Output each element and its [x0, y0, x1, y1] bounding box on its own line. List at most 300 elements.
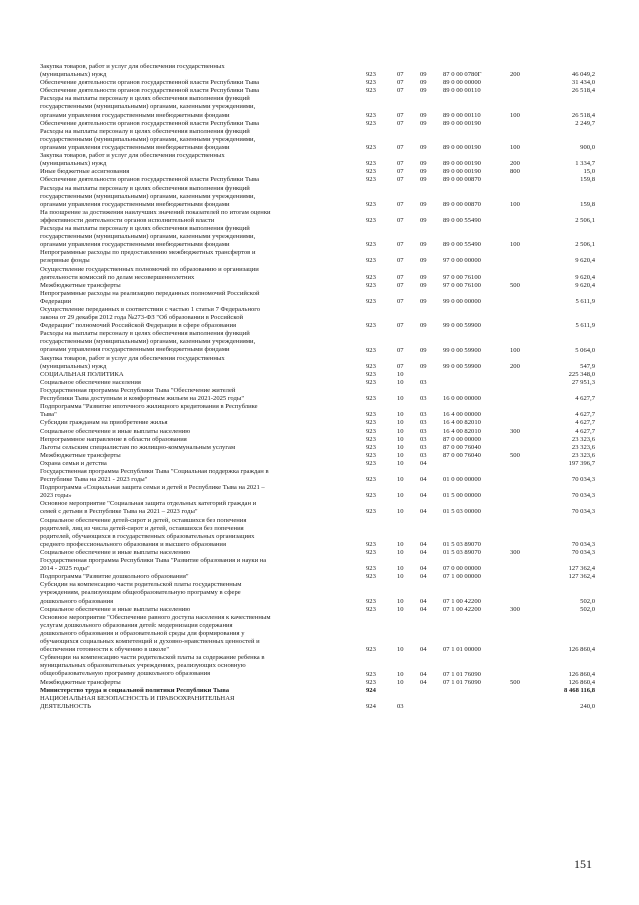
amount: 2 506,1	[575, 216, 595, 224]
row-name-line: государственными (муниципальными) органами, казенными учреждениями,	[40, 192, 256, 200]
table-row	[40, 460, 595, 468]
row-name-line: Расходы на выплаты персоналу в целях обеспечения выполнения функций	[40, 95, 250, 103]
table-row	[40, 209, 595, 225]
code-subsection: 09	[420, 273, 427, 281]
row-name-line: Подпрограмма "Развитие ипотечного жилищного кредитования в Республике	[40, 403, 258, 411]
row-name-line: Непрограммные расходы по предоставлению межбюджетных трансфертов и	[40, 249, 256, 257]
row-name-line: Межбюджетные трансферты	[40, 451, 121, 459]
row-name-line: Межбюджетные трансферты	[40, 281, 121, 289]
amount: 5 611,9	[575, 297, 595, 305]
code-subsection: 04	[420, 605, 427, 613]
row-name	[40, 379, 363, 387]
code-chief-admin: 923	[366, 362, 376, 370]
amount: 26 518,4	[571, 111, 595, 119]
code-chief-admin: 923	[366, 459, 376, 467]
row-name-line: органами управления государственными внебюджетными фондами	[40, 111, 230, 119]
table-row	[40, 403, 595, 419]
code-section: 10	[397, 459, 404, 467]
code-chief-admin: 923	[366, 216, 376, 224]
amount: 8 468 116,8	[564, 686, 595, 694]
code-target-article: 07 0 00 00000	[443, 565, 481, 573]
code-chief-admin: 923	[366, 395, 376, 403]
row-name-line: государственными (муниципальными) органами, казенными учреждениями,	[40, 103, 256, 111]
amount: 15,0	[583, 168, 595, 176]
row-name	[40, 549, 363, 557]
table-row	[40, 63, 595, 79]
amount: 23 323,6	[571, 443, 595, 451]
code-target-article: 89 0 00 00000	[443, 79, 481, 87]
code-subsection: 03	[420, 419, 427, 427]
amount: 9 620,4	[575, 257, 595, 265]
row-name-line: Расходы на выплаты персоналу в целях обеспечения выполнения функций	[40, 225, 250, 232]
code-target-article: 89 0 00 00190	[443, 144, 481, 151]
code-chief-admin: 923	[366, 378, 376, 386]
code-section: 07	[397, 346, 404, 354]
code-chief-admin: 923	[366, 79, 376, 87]
code-section: 07	[397, 297, 404, 305]
row-name-line: услугам дошкольного образования детей: модернизация содержания	[40, 621, 233, 629]
amount: 126 860,4	[568, 678, 595, 686]
code-target-article: 01 5 03 89070	[443, 549, 481, 556]
code-expense-type: 500	[510, 281, 520, 289]
row-name-line: государственными (муниципальными) органами, казенными учреждениями,	[40, 338, 256, 346]
code-subsection: 09	[420, 362, 427, 370]
code-target-article: 07 1 01 76090	[443, 678, 481, 686]
code-section: 03	[397, 702, 404, 710]
code-subsection: 04	[420, 549, 427, 556]
table-row	[40, 355, 595, 371]
row-name	[40, 444, 363, 452]
code-chief-admin: 923	[366, 160, 376, 168]
row-name-line: ДЕЯТЕЛЬНОСТЬ	[40, 702, 91, 710]
row-name-line: Тыва"	[40, 411, 57, 419]
code-section: 10	[397, 549, 404, 556]
amount: 502,0	[580, 605, 595, 613]
code-section: 10	[397, 508, 404, 516]
code-chief-admin: 923	[366, 451, 376, 459]
row-name	[40, 679, 363, 687]
row-name	[40, 500, 363, 516]
code-subsection: 04	[420, 508, 427, 516]
amount: 9 620,4	[575, 273, 595, 281]
code-section: 07	[397, 257, 404, 265]
code-section: 10	[397, 443, 404, 451]
code-expense-type: 100	[510, 241, 520, 249]
code-subsection: 09	[420, 160, 427, 168]
row-name-line: закона от 29 декабря 2012 года №273-ФЗ "Об образовании в Российской	[40, 314, 244, 322]
row-name-line: обучающихся социальных компетенций и духовно-нравственных ценностей и	[40, 638, 260, 646]
code-subsection: 04	[420, 573, 427, 581]
code-section: 10	[397, 670, 404, 678]
row-name-line: учреждениям, реализующим общеобразовательную программу в сфере	[40, 589, 241, 597]
table-row	[40, 606, 595, 614]
code-section: 10	[397, 411, 404, 419]
code-chief-admin: 923	[366, 241, 376, 249]
row-name	[40, 95, 363, 119]
row-name	[40, 419, 363, 427]
code-subsection: 03	[420, 427, 427, 435]
row-name	[40, 695, 363, 711]
code-section: 10	[397, 378, 404, 386]
row-name-line: Расходы на выплаты персоналу в целях обеспечения выполнения функций	[40, 184, 250, 192]
table-row	[40, 695, 595, 711]
amount: 4 627,7	[575, 411, 595, 419]
code-subsection: 09	[420, 297, 427, 305]
table-row	[40, 614, 595, 655]
code-subsection: 09	[420, 200, 427, 208]
code-target-article: 99 0 00 00000	[443, 297, 481, 305]
code-chief-admin: 923	[366, 597, 376, 605]
table-row	[40, 225, 595, 249]
row-name	[40, 484, 363, 500]
code-subsection: 09	[420, 71, 427, 79]
amount: 2 249,7	[575, 119, 595, 127]
row-name	[40, 654, 363, 678]
table-row	[40, 379, 595, 387]
amount: 70 034,3	[571, 508, 595, 516]
amount: 23 323,6	[571, 435, 595, 443]
code-chief-admin: 923	[366, 508, 376, 516]
table-row	[40, 290, 595, 306]
code-expense-type: 300	[510, 605, 520, 613]
row-name	[40, 387, 363, 403]
row-name-line: родителей, лиц из числа детей-сирот и детей, оставшихся без попечения	[40, 524, 244, 532]
code-target-article: 16 4 00 82010	[443, 419, 481, 427]
code-chief-admin: 923	[366, 435, 376, 443]
row-name	[40, 87, 363, 95]
table-row	[40, 371, 595, 379]
row-name-line: органами управления государственными внебюджетными фондами	[40, 143, 230, 151]
row-name	[40, 606, 363, 614]
row-name-line: На поощрение за достижения наилучших значений показателей по итогам оценки	[40, 208, 271, 216]
code-section: 10	[397, 427, 404, 435]
code-target-article: 97 0 00 00000	[443, 257, 481, 265]
row-name-line: (муниципальных) нужд	[40, 71, 107, 79]
code-subsection: 09	[420, 322, 427, 330]
code-chief-admin: 923	[366, 573, 376, 581]
row-name	[40, 355, 363, 371]
row-name-line: Федерации" полномочий Российской Федерации в сфере образования	[40, 322, 237, 330]
row-name-line: эффективности деятельности органов исполнительной власти	[40, 216, 215, 224]
code-subsection: 03	[420, 378, 427, 386]
row-name-line: семей с детьми в Республике Тыва на 2021 – 2023 годы"	[40, 508, 198, 516]
row-name-line: Республики Тыва доступным и комфортным жильем на 2021-2025 годы"	[40, 395, 245, 403]
amount: 31 434,0	[571, 79, 595, 87]
code-chief-admin: 923	[366, 427, 376, 435]
row-name-line: Обеспечение деятельности органов государственной власти Республики Тыва	[40, 87, 260, 95]
row-name	[40, 371, 363, 379]
row-name-line: дошкольного образования и образовательной среды для формирования у	[40, 629, 245, 637]
table-row	[40, 452, 595, 460]
row-name	[40, 403, 363, 419]
amount: 4 627,7	[575, 395, 595, 403]
table-row	[40, 152, 595, 168]
code-chief-admin: 923	[366, 144, 376, 151]
row-name-line: Социальное обеспечение детей-сирот и детей, оставшихся без попечения	[40, 516, 247, 524]
code-section: 07	[397, 79, 404, 87]
code-section: 10	[397, 573, 404, 581]
code-subsection: 09	[420, 216, 427, 224]
code-subsection: 09	[420, 168, 427, 176]
row-name-line: Льготы сельским специалистам по жилищно-коммунальным услугам	[40, 443, 236, 451]
row-name-line: Подпрограмма «Социальная защита семьи и детей в Республике Тыва на 2021 –	[40, 484, 265, 492]
table-row	[40, 185, 595, 209]
code-expense-type: 300	[510, 549, 520, 556]
table-row	[40, 687, 595, 695]
code-target-article: 01 0 00 00000	[443, 476, 481, 484]
table-row	[40, 387, 595, 403]
row-name-line: Государственная программа Республики Тыва "Социальная поддержка граждан в	[40, 468, 269, 475]
table-row	[40, 419, 595, 427]
row-name	[40, 557, 363, 573]
code-section: 07	[397, 362, 404, 370]
code-subsection: 03	[420, 451, 427, 459]
row-name-line: среднего профессионального образования и высшего образования	[40, 540, 226, 548]
code-section: 07	[397, 160, 404, 168]
row-name-line: Основное мероприятие "Социальная защита отдельных категорий граждан и	[40, 500, 257, 508]
code-subsection: 09	[420, 111, 427, 119]
row-name-line: Субсидии на компенсацию части родительской платы государственным	[40, 581, 242, 589]
code-chief-admin: 923	[366, 87, 376, 95]
row-name-line: Закупка товаров, работ и услуг для обеспечения государственных	[40, 152, 225, 160]
code-section: 10	[397, 678, 404, 686]
row-name	[40, 249, 363, 265]
code-section: 10	[397, 492, 404, 500]
row-name	[40, 152, 363, 168]
table-row	[40, 581, 595, 605]
code-section: 07	[397, 176, 404, 184]
code-target-article: 01 5 03 00000	[443, 508, 481, 516]
amount: 159,8	[580, 176, 595, 184]
code-section: 10	[397, 540, 404, 548]
code-chief-admin: 923	[366, 111, 376, 119]
code-subsection: 09	[420, 79, 427, 87]
table-row	[40, 128, 595, 152]
code-chief-admin: 924	[366, 686, 376, 694]
amount: 70 034,3	[571, 492, 595, 500]
code-chief-admin: 923	[366, 71, 376, 79]
table-row	[40, 428, 595, 436]
code-target-article: 07 1 00 42200	[443, 605, 481, 613]
code-expense-type: 500	[510, 678, 520, 686]
code-expense-type: 100	[510, 111, 520, 119]
row-name-line: Межбюджетные трансферты	[40, 678, 121, 686]
row-name-line: Субвенции на компенсацию части родительской платы за содержание ребенка в	[40, 654, 265, 662]
row-name-line: Обеспечение деятельности органов государственной власти Республики Тыва	[40, 176, 260, 184]
row-name-line: (муниципальных) нужд	[40, 362, 107, 370]
row-name-line: Расходы на выплаты персоналу в целях обеспечения выполнения функций	[40, 330, 250, 338]
code-target-article: 01 5 03 89070	[443, 540, 481, 548]
code-section: 07	[397, 87, 404, 95]
row-name-line: государственными (муниципальными) органами, казенными учреждениями,	[40, 233, 256, 241]
table-row	[40, 87, 595, 95]
code-chief-admin: 923	[366, 168, 376, 176]
code-section: 07	[397, 200, 404, 208]
code-target-article: 07 1 00 42200	[443, 597, 481, 605]
code-chief-admin: 923	[366, 476, 376, 484]
amount: 547,9	[580, 362, 595, 370]
table-row	[40, 120, 595, 128]
code-subsection: 09	[420, 119, 427, 127]
code-subsection: 04	[420, 565, 427, 573]
row-name-line: Субсидии гражданам на приобретение жилья	[40, 419, 168, 427]
amount: 159,8	[580, 200, 595, 208]
amount: 127 362,4	[568, 573, 595, 581]
row-name-line: Социальное обеспечение и иные выплаты населению	[40, 549, 191, 556]
code-section: 07	[397, 281, 404, 289]
code-section: 07	[397, 273, 404, 281]
row-name-line: Охрана семьи и детства	[40, 459, 107, 467]
row-name	[40, 517, 363, 549]
row-name-line: Основное мероприятие "Обеспечение равного доступа населения к качественным	[40, 613, 271, 621]
table-row	[40, 679, 595, 687]
row-name-line: Непрограммные расходы на реализацию переданных полномочий Российской	[40, 289, 260, 297]
code-target-article: 89 0 00 00870	[443, 176, 481, 184]
code-subsection: 09	[420, 281, 427, 289]
code-subsection: 09	[420, 87, 427, 95]
table-row	[40, 176, 595, 184]
code-target-article: 01 5 00 00000	[443, 492, 481, 500]
table-row	[40, 266, 595, 282]
code-chief-admin: 923	[366, 565, 376, 573]
amount: 127 362,4	[568, 565, 595, 573]
code-section: 07	[397, 216, 404, 224]
table-row	[40, 484, 595, 500]
code-section: 10	[397, 605, 404, 613]
code-target-article: 99 0 00 59900	[443, 362, 481, 370]
code-expense-type: 800	[510, 168, 520, 176]
row-name-line: муниципальных образовательных учреждениях, реализующих основную	[40, 662, 246, 670]
code-target-article: 89 0 00 00110	[443, 111, 481, 119]
code-subsection: 04	[420, 678, 427, 686]
row-name-line: Осуществление государственных полномочий по образованию и организации	[40, 265, 259, 273]
row-name	[40, 428, 363, 436]
code-chief-admin: 923	[366, 322, 376, 330]
code-target-article: 07 1 01 00000	[443, 646, 481, 654]
row-name	[40, 79, 363, 87]
code-expense-type: 300	[510, 427, 520, 435]
row-name-line: Подпрограмма "Развитие дошкольного образования"	[40, 573, 189, 581]
code-chief-admin: 923	[366, 605, 376, 613]
code-target-article: 97 0 00 76100	[443, 273, 481, 281]
row-name-line: Расходы на выплаты персоналу в целях обеспечения выполнения функций	[40, 127, 250, 135]
amount: 1 334,7	[575, 160, 595, 168]
row-name-line: Непрограммное направление в области образования	[40, 435, 187, 443]
code-subsection: 04	[420, 540, 427, 548]
code-chief-admin: 923	[366, 257, 376, 265]
row-name	[40, 63, 363, 79]
amount: 9 620,4	[575, 281, 595, 289]
amount: 4 627,7	[575, 419, 595, 427]
row-name-line: Обеспечение деятельности органов государственной власти Республики Тыва	[40, 119, 260, 127]
row-name-line: Министерство труда и социальной политики Республики Тыва	[40, 686, 230, 694]
code-chief-admin: 923	[366, 419, 376, 427]
row-name-line: обеспечения готовности к обучению в школе"	[40, 646, 170, 654]
code-section: 10	[397, 419, 404, 427]
code-target-article: 89 0 00 00190	[443, 160, 481, 168]
code-chief-admin: 924	[366, 702, 376, 710]
code-chief-admin: 923	[366, 549, 376, 556]
code-chief-admin: 923	[366, 176, 376, 184]
amount: 2 506,1	[575, 241, 595, 249]
code-expense-type: 200	[510, 71, 520, 79]
amount: 23 323,6	[571, 451, 595, 459]
row-name-line: (муниципальных) нужд	[40, 160, 107, 168]
amount: 46 049,2	[571, 71, 595, 79]
code-subsection: 04	[420, 459, 427, 467]
row-name	[40, 581, 363, 605]
row-name-line: Социальное обеспечение и иные выплаты населению	[40, 427, 191, 435]
code-target-article: 07 1 01 76090	[443, 670, 481, 678]
table-row	[40, 95, 595, 119]
code-chief-admin: 923	[366, 646, 376, 654]
row-name	[40, 120, 363, 128]
code-chief-admin: 923	[366, 492, 376, 500]
table-row	[40, 330, 595, 354]
amount: 900,0	[580, 144, 595, 151]
row-name-line: Осуществление переданных в соответствии с частью 1 статьи 7 Федерального	[40, 306, 261, 313]
amount: 70 034,3	[571, 476, 595, 484]
code-chief-admin: 923	[366, 670, 376, 678]
code-subsection: 04	[420, 476, 427, 484]
amount: 70 034,3	[571, 549, 595, 556]
row-name	[40, 306, 363, 330]
table-row	[40, 557, 595, 573]
code-chief-admin: 923	[366, 540, 376, 548]
code-chief-admin: 923	[366, 297, 376, 305]
code-target-article: 07 1 00 00000	[443, 573, 481, 581]
row-name	[40, 452, 363, 460]
row-name-line: Иные бюджетные ассигнования	[40, 168, 130, 176]
code-target-article: 97 0 00 76100	[443, 281, 481, 289]
code-chief-admin: 923	[366, 443, 376, 451]
code-section: 07	[397, 119, 404, 127]
amount: 126 860,4	[568, 670, 595, 678]
row-name	[40, 128, 363, 152]
code-section: 10	[397, 395, 404, 403]
row-name	[40, 176, 363, 184]
table-row	[40, 306, 595, 330]
row-name-line: родителей, обучающихся в государственных образовательных организациях	[40, 532, 255, 540]
row-name-line: дошкольного образования	[40, 597, 114, 605]
code-chief-admin: 923	[366, 119, 376, 127]
code-target-article: 89 0 00 00110	[443, 87, 481, 95]
row-name-line: Государственная программа Республики Тыва "Развитие образования и науки на	[40, 557, 267, 565]
row-name-line: 2023 годы»	[40, 492, 72, 500]
row-name-line: деятельности комиссий по делам несовершеннолетних	[40, 273, 195, 281]
code-target-article: 99 0 00 59900	[443, 346, 481, 354]
code-target-article: 89 0 00 00190	[443, 168, 481, 176]
code-chief-admin: 923	[366, 281, 376, 289]
row-name-line: органами управления государственными внебюджетными фондами	[40, 241, 230, 249]
row-name-line: Закупка товаров, работ и услуг для обеспечения государственных	[40, 63, 225, 70]
row-name	[40, 468, 363, 484]
code-target-article: 87 0 00 00000	[443, 435, 481, 443]
code-subsection: 03	[420, 411, 427, 419]
code-section: 10	[397, 597, 404, 605]
row-name	[40, 573, 363, 581]
amount: 27 951,3	[571, 378, 595, 386]
row-name-line: Республике Тыва на 2021 - 2023 годы"	[40, 476, 148, 484]
table-row	[40, 168, 595, 176]
amount: 240,0	[580, 702, 595, 710]
row-name-line: Государственная программа Республики Тыва "Обеспечение жителей	[40, 387, 236, 394]
amount: 225 348,0	[568, 370, 595, 378]
code-expense-type: 500	[510, 451, 520, 459]
code-section: 10	[397, 451, 404, 459]
code-section: 07	[397, 144, 404, 151]
row-name-line: Социальное обеспечение и иные выплаты населению	[40, 605, 191, 613]
